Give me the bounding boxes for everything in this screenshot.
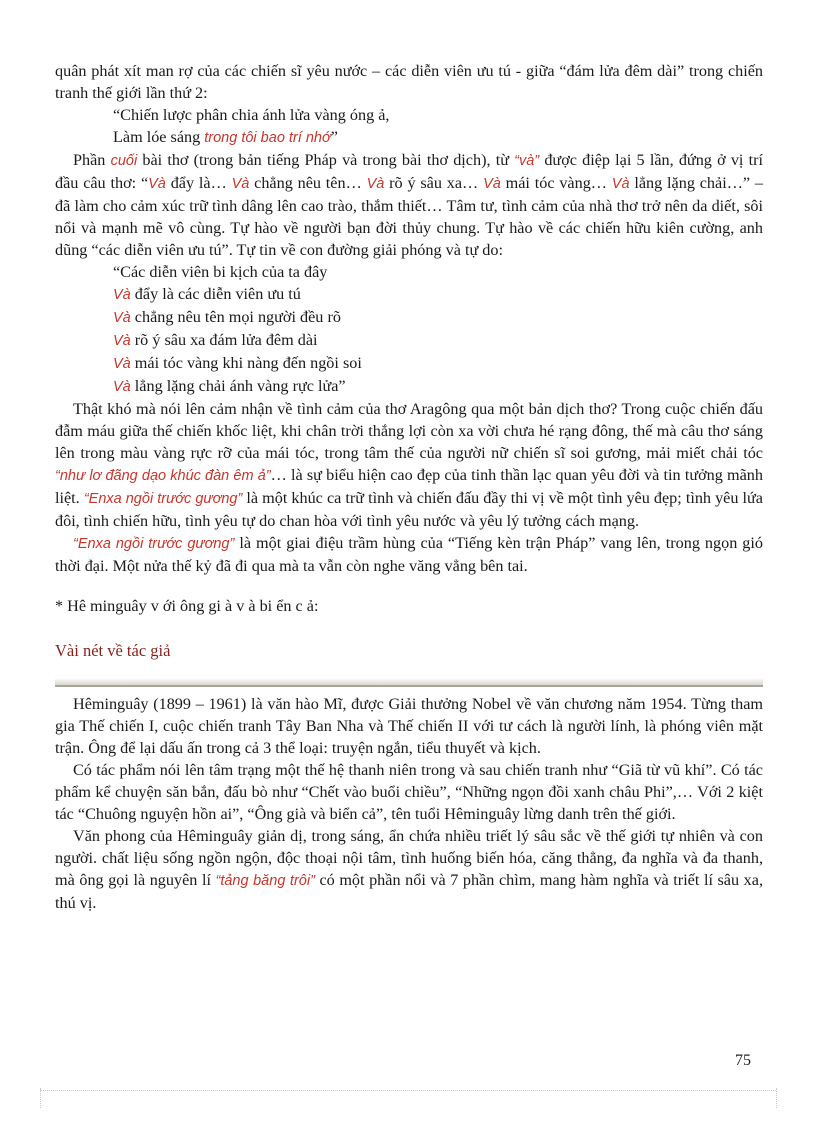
quote-1-text: Làm lóe sáng <box>113 128 205 146</box>
text-span: là một giai điệu trầm hùng của “Tiếng kèn trận Pháp” vang lên, trong ngọn gió thời đại. Một nửa thế kỷ đã đi qua mà ta vẫn còn nghe văng vẳng bên tai. <box>55 534 763 575</box>
highlight-span: Và <box>611 176 630 192</box>
highlight-span: Và <box>366 176 385 192</box>
intro-paragraph: quân phát xít man rợ của các chiến sĩ yêu nước – các diễn viên ưu tú - giữa “đám lửa đêm dài” trong chiến tranh thế giới lần thứ 2: <box>55 62 763 102</box>
highlight-span: Và <box>113 333 131 349</box>
footer-left-mark <box>40 1088 41 1108</box>
text-span: mái tóc vàng… <box>500 174 612 192</box>
text-span: rõ ý sâu xa đám lửa đêm dài <box>130 331 318 349</box>
text-span: Phần <box>73 151 111 169</box>
highlight-span: “tảng băng trôi” <box>215 873 315 889</box>
highlight-span: Và <box>113 310 131 326</box>
text-span: chẳng nêu tên… <box>249 174 367 192</box>
author-paragraph-1: Hêminguây (1899 – 1961) là văn hào Mĩ, được Giải thưởng Nobel về văn chương năm 1954. Từng tham gia Thế chiến I, cuộc chiến tranh Tây Ban Nha và Thế chiến II với tư cách là người lính, là phóng viên mặt trận. Ông để lại dấu ấn trong cả 3 thể loại: truyện ngắn, tiểu thuyết và kịch. <box>55 695 763 757</box>
quote-2-line-2 <box>113 283 763 306</box>
footer-divider <box>40 1090 776 1091</box>
quote-2-line-1: “Các diễn viên bi kịch của ta đây <box>113 263 328 281</box>
paragraph-enxa <box>55 532 763 577</box>
quote-2-line-5 <box>113 352 763 375</box>
text-span: lẳng lặng chải…” – đã làm cho cảm xúc trữ tình dâng lên cao trào, thắm thiết… Tâm tư, tình cảm của nhà thơ trở nên da diết, sôi nổi và mạnh mẽ vô cùng. Tự hào về người bạn đời thủy chung. Tự hào về các chiến hữu kiên cường, anh dũng “các diễn viên ưu tú”. Tự tin về con đường giải phóng và tự do: <box>55 174 763 259</box>
highlight-span: Và <box>113 356 131 372</box>
heading-divider <box>55 678 763 687</box>
highlight-span: Và <box>113 379 131 395</box>
paragraph-phan <box>55 149 763 261</box>
page-content <box>55 60 763 914</box>
text-span: rõ ý sâu xa… <box>384 174 484 192</box>
text-span: đẩy là các diễn viên ưu tú <box>130 285 301 303</box>
quote-2 <box>55 261 763 398</box>
highlight-span: cuối <box>110 153 138 169</box>
quote-2-line-4 <box>113 329 763 352</box>
author-paragraph-2: Có tác phẩm nói lên tâm trạng một thế hệ thanh niên trong và sau chiến tranh như “Giã từ vũ khí”. Có tác phẩm kể chuyện săn bắn, đấu bò như “Chết vào buổi chiều”, “Những ngọn đồi xanh châu Phi”,… Với 2 kiệt tác “Chuông nguyện hồn ai”, “Ông già và biển cả”, tên tuổi Hêminguây lừng danh trên thế giới. <box>55 761 763 823</box>
highlight-span: Và <box>148 176 166 192</box>
text-span: đẩy là… <box>165 174 232 192</box>
text-span: chẳng nêu tên mọi người đều rõ <box>130 308 341 326</box>
section-note: * Hê minguây v ới ông gi à v à bi ển c ả: <box>55 597 319 615</box>
highlight-span: Và <box>231 176 250 192</box>
footer-right-mark <box>776 1088 777 1108</box>
section-heading: Vài nét về tác giả <box>55 641 171 660</box>
quote-1-line-2 <box>113 126 763 149</box>
text-span: … là sự biểu hiện cao đẹp của tinh thần lạc quan yêu đời và tin tưởng mãnh liệt. <box>55 466 763 507</box>
text-span: lẳng lặng chải ánh vàng rực lửa” <box>130 377 346 395</box>
page-number: 75 <box>735 1052 751 1069</box>
highlight-span: Và <box>113 287 131 303</box>
text-span: là một khúc ca trữ tình và chiến đấu đầy thi vị về một tình yêu đẹp; tình yêu lứa đôi, tình chiến hữu, tình yêu tự do chan hòa với tình yêu nước và yêu lý tưởng cách mạng. <box>55 489 763 530</box>
highlight-span: “Enxa ngồi trước gương” <box>73 536 235 552</box>
quote-1 <box>55 104 763 149</box>
highlight-span: “như lơ đãng dạo khúc đàn êm ả” <box>55 468 271 484</box>
highlight-span: “Enxa ngồi trước gương” <box>83 491 243 507</box>
quote-2-line-6 <box>113 375 763 398</box>
text-span: có một phần nổi và 7 phần chìm, mang hàm nghĩa và triết lí sâu xa, thú vị. <box>55 871 763 912</box>
highlight-span: “và” <box>514 153 540 169</box>
quote-1-close: ” <box>330 128 338 146</box>
highlight-span: Và <box>483 176 501 192</box>
paragraph-that <box>55 398 763 532</box>
author-section <box>55 693 763 914</box>
author-paragraph-3 <box>55 825 763 914</box>
quote-1-highlight: trong tôi bao trí nhớ <box>204 130 331 146</box>
text-span: mái tóc vàng khi nàng đến ngồi soi <box>130 354 362 372</box>
quote-1-line-1: “Chiến lược phân chia ánh lửa vàng óng ả, <box>113 106 390 124</box>
text-span: Thật khó mà nói lên cảm nhận về tình cảm của thơ Aragông qua một bản dịch thơ? Trong cuộc chiến đấu đẫm máu giữa thế chiến khốc liệt, khi chân trời thắng lợi còn xa vời chưa hé rạng đông, thế mà câu thơ sáng lên trong màu vàng rực rỡ của mái tóc, trong tâm thế của người nữ chiến sĩ soi gương, mải miết chải tóc <box>55 400 763 462</box>
text-span: Văn phong của Hêminguây giản dị, trong sáng, ẩn chứa nhiều triết lý sâu sắc về thế giới tự nhiên và con người. chất liệu sống ngồn ngộn, độc thoại nội tâm, tình huống biến hóa, căng thẳng, đa nghĩa và đa thanh, mà ông gọi là nguyên lí <box>55 827 763 889</box>
text-span: được điệp lại 5 lần, đứng ở vị trí đầu câu thơ: “ <box>55 151 763 192</box>
text-span: bài thơ (trong bản tiếng Pháp và trong bài thơ dịch), từ <box>137 151 515 169</box>
quote-2-line-3 <box>113 306 763 329</box>
